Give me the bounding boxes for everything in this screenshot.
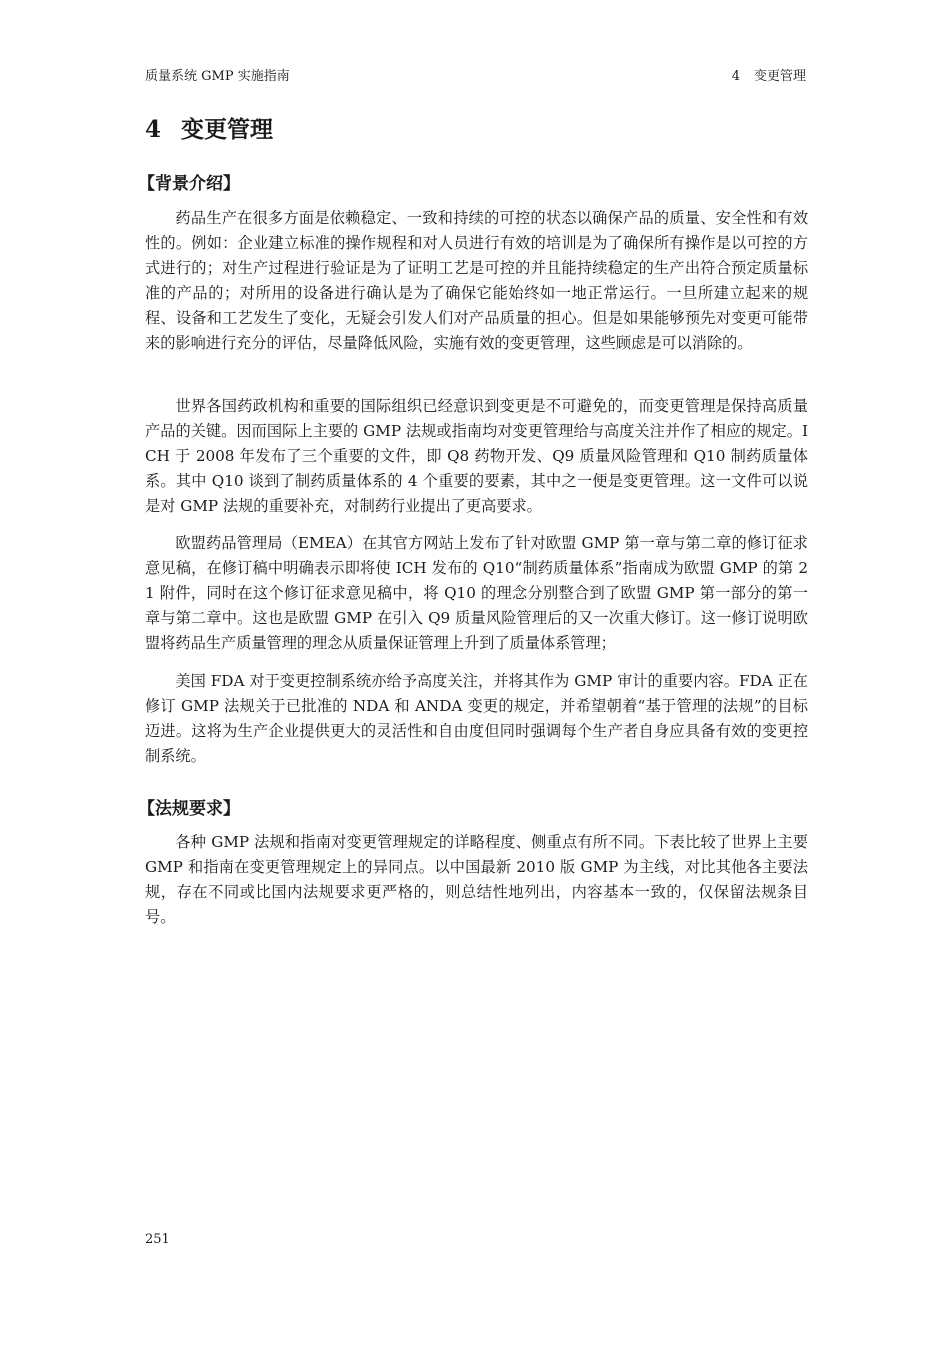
chapter-title <box>145 114 273 146</box>
paragraph-background-2: 世界各国药政机构和重要的国际组织已经意识到变更是不可避免的，而变更管理是保持高质量产品的关键。因而国际上主要的 GMP 法规或指南均对变更管理给与高度关注并作了相应的规定。ICH 于 2008 年发布了三个重要的文件，即 Q8 药物开发、Q9 质量风险管理和 Q10 制药质量体系。其中 Q10 谈到了制药质量体系的 4 个重要的要素，其中之一便是变更管理。这一文件可以说是对 GMP 法规的重要补充，对制药行业提出了更高要求。 <box>145 397 808 515</box>
header-book-title: 质量系统 GMP 实施指南 <box>145 69 290 84</box>
paragraph-background-4: 美国 FDA 对于变更控制系统亦给予高度关注，并将其作为 GMP 审计的重要内容。FDA 正在修订 GMP 法规关于已批准的 NDA 和 ANDA 变更的规定，并希望朝着“基于管理的法规”的目标迈进。这将为生产企业提供更大的灵活性和自由度但同时强调每个生产者自身应具备有效的变更控制系统。 <box>145 672 808 765</box>
section-heading-background: 【背景介绍】 <box>138 174 240 194</box>
chapter-number: 4 <box>145 116 162 143</box>
running-header <box>145 68 806 88</box>
paragraph-background-3: 欧盟药品管理局（EMEA）在其官方网站上发布了针对欧盟 GMP 第一章与第二章的修订征求意见稿，在修订稿中明确表示即将使 ICH 发布的 Q10“制药质量体系”指南成为欧盟 GMP 的第 21 附件，同时在这个修订征求意见稿中，将 Q10 的理念分别整合到了欧盟 GMP 第一部分的第一章与第二章中。这也是欧盟 GMP 在引入 Q9 质量风险管理后的又一次重大修订。这一修订说明欧盟将药品生产质量管理的理念从质量保证管理上升到了质量体系管理； <box>145 534 808 652</box>
section-heading-regulations: 【法规要求】 <box>138 799 240 819</box>
page-number: 251 <box>145 1232 170 1247</box>
header-chapter <box>732 68 806 86</box>
paragraph-regulations-1: 各种 GMP 法规和指南对变更管理规定的详略程度、侧重点有所不同。下表比较了世界上主要 GMP 和指南在变更管理规定上的异同点。以中国最新 2010 版 GMP 为主线，对比其他各主要法规，存在不同或比国内法规要求更严格的，则总结性地列出，内容基本一致的，仅保留法规条目号。 <box>145 833 808 926</box>
header-chapter-name: 变更管理 <box>753 69 806 84</box>
paragraph-background-1: 药品生产在很多方面是依赖稳定、一致和持续的可控的状态以确保产品的质量、安全性和有效性的。例如：企业建立标准的操作规程和对人员进行有效的培训是为了确保所有操作是以可控的方式进行的；对生产过程进行验证是为了证明工艺是可控的并且能持续稳定的生产出符合预定质量标准的产品的；对所用的设备进行确认是为了确保它能始终如一地正常运行。一旦所建立起来的规程、设备和工艺发生了变化，无疑会引发人们对产品质量的担心。但是如果能够预先对变更可能带来的影响进行充分的评估，尽量降低风险，实施有效的变更管理，这些顾虑是可以消除的。 <box>145 209 808 352</box>
header-chapter-number: 4 <box>731 69 740 84</box>
chapter-name: 变更管理 <box>181 116 274 143</box>
